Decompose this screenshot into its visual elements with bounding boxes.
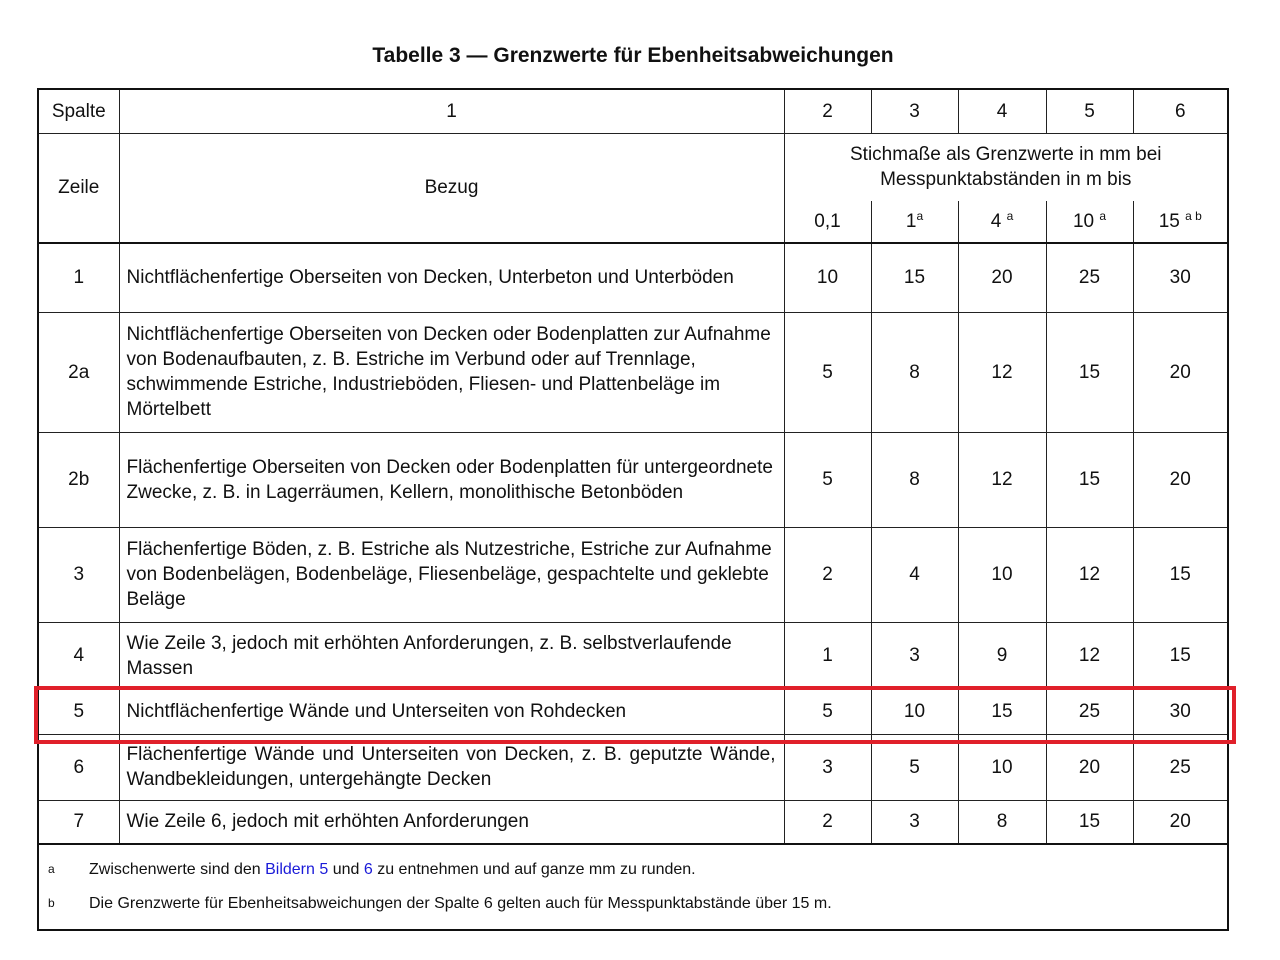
value-cell: 20 [1133, 800, 1228, 844]
value-cell: 5 [784, 432, 871, 527]
footnotes-row [38, 844, 1228, 930]
value-cell: 10 [871, 689, 958, 734]
value-cell: 12 [958, 432, 1046, 527]
value-cell: 8 [871, 312, 958, 432]
table-row [38, 527, 1228, 622]
bild-6-link[interactable]: 6 [363, 861, 373, 878]
value-cell: 15 [1046, 800, 1133, 844]
col-number-4: 4 [958, 89, 1046, 133]
value-cell: 8 [871, 432, 958, 527]
value-cell: 15 [871, 243, 958, 312]
distance-3: 4 $^a$ [958, 201, 1046, 243]
bildern-5-link[interactable]: Bildern 5 [265, 861, 329, 878]
zeile-cell: 7 [38, 800, 119, 844]
value-cell: 30 [1133, 243, 1228, 312]
value-cell: 2 [784, 800, 871, 844]
value-cell: 5 [784, 689, 871, 734]
table-row [38, 734, 1228, 800]
footnotes-cell [38, 844, 1228, 930]
value-cell: 10 [784, 243, 871, 312]
value-cell: 5 [784, 312, 871, 432]
zeile-cell: 4 [38, 622, 119, 689]
value-cell: 9 [958, 622, 1046, 689]
table-row-highlighted [38, 689, 1228, 734]
zeile-cell: 6 [38, 734, 119, 800]
table-container [37, 88, 1227, 931]
footnote-a-text-before: Zwischenwerte sind den [89, 861, 266, 878]
value-cell: 15 [1133, 622, 1228, 689]
zeile-cell: 3 [38, 527, 119, 622]
value-cell: 4 [871, 527, 958, 622]
value-cell: 15 [1046, 432, 1133, 527]
col-number-2: 2 [784, 89, 871, 133]
group-label: Stichmaße als Grenzwerte in mm bei Messpunktabständen in m bis [784, 133, 1228, 201]
header-row-columns [38, 89, 1228, 133]
value-cell: 8 [958, 800, 1046, 844]
col-number-1: 1 [119, 89, 784, 133]
value-cell: 20 [1133, 432, 1228, 527]
value-cell: 12 [1046, 527, 1133, 622]
value-cell: 25 [1133, 734, 1228, 800]
limits-table [37, 88, 1229, 931]
table-row [38, 312, 1228, 432]
table-row [38, 800, 1228, 844]
value-cell: 15 [1133, 527, 1228, 622]
value-cell: 15 [958, 689, 1046, 734]
zeile-cell: 1 [38, 243, 119, 312]
header-row-group [38, 133, 1228, 201]
bezug-cell: Nichtflächenfertige Wände und Unterseiten von Rohdecken [119, 689, 784, 734]
distance-1: 0,1 [784, 201, 871, 243]
bezug-cell: Flächenfertige Böden, z. B. Estriche als Nutzestriche, Estriche zur Aufnahme von Bodenbelägen, Bodenbeläge, Fliesenbeläge, gespachtelte und geklebte Beläge [119, 527, 784, 622]
distance-4: 10 $^a$ [1046, 201, 1133, 243]
footnote-a [39, 853, 1227, 887]
footnote-b [39, 887, 1227, 921]
distance-2: 1$^a$ [871, 201, 958, 243]
value-cell: 2 [784, 527, 871, 622]
bezug-cell: Wie Zeile 6, jedoch mit erhöhten Anforderungen [119, 800, 784, 844]
bezug-cell: Flächenfertige Wände und Unterseiten von Decken, z. B. geputzte Wände, Wandbekleidungen, untergehängte Decken [119, 734, 784, 800]
footnote-a-text-after: zu entnehmen und auf ganze mm zu runden. [372, 861, 696, 878]
zeile-cell: 2b [38, 432, 119, 527]
table-row [38, 432, 1228, 527]
value-cell: 12 [1046, 622, 1133, 689]
value-cell: 12 [958, 312, 1046, 432]
value-cell: 10 [958, 734, 1046, 800]
footnote-b-text: Die Grenzwerte für Ebenheitsabweichungen der Spalte 6 gelten auch für Messpunktabstände über 15 m. [89, 895, 832, 912]
table-row [38, 243, 1228, 312]
bezug-label: Bezug [119, 133, 784, 243]
zeile-label: Zeile [38, 133, 119, 243]
value-cell: 25 [1046, 689, 1133, 734]
table-row [38, 622, 1228, 689]
footnote-b-mark: b [48, 896, 55, 910]
value-cell: 1 [784, 622, 871, 689]
value-cell: 5 [871, 734, 958, 800]
footnote-a-text-mid: und [328, 861, 364, 878]
col-number-3: 3 [871, 89, 958, 133]
value-cell: 15 [1046, 312, 1133, 432]
value-cell: 10 [958, 527, 1046, 622]
value-cell: 20 [1133, 312, 1228, 432]
footnote-a-mark: a [48, 862, 55, 876]
bezug-cell: Wie Zeile 3, jedoch mit erhöhten Anforderungen, z. B. selbstverlaufende Massen [119, 622, 784, 689]
value-cell: 3 [871, 800, 958, 844]
value-cell: 3 [871, 622, 958, 689]
value-cell: 25 [1046, 243, 1133, 312]
value-cell: 30 [1133, 689, 1228, 734]
value-cell: 20 [1046, 734, 1133, 800]
value-cell: 3 [784, 734, 871, 800]
bezug-cell: Nichtflächenfertige Oberseiten von Decken oder Bodenplatten zur Aufnahme von Bodenaufbauten, z. B. Estriche im Verbund oder auf Trennlage, schwimmende Estriche, Industrieböden, Fliesen- und Plattenbeläge im Mörtelbett [119, 312, 784, 432]
col-number-6: 6 [1133, 89, 1228, 133]
bezug-cell: Nichtflächenfertige Oberseiten von Decken, Unterbeton und Unterböden [119, 243, 784, 312]
table-title: Tabelle 3 — Grenzwerte für Ebenheitsabweichungen [372, 44, 894, 67]
zeile-cell: 2a [38, 312, 119, 432]
value-cell: 20 [958, 243, 1046, 312]
zeile-cell: 5 [38, 689, 119, 734]
distance-5: 15 $^{a b}$ [1133, 201, 1228, 243]
bezug-cell: Flächenfertige Oberseiten von Decken oder Bodenplatten für untergeordnete Zwecke, z. B. in Lagerräumen, Kellern, monolithische Betonböden [119, 432, 784, 527]
spalte-label: Spalte [38, 89, 119, 133]
col-number-5: 5 [1046, 89, 1133, 133]
